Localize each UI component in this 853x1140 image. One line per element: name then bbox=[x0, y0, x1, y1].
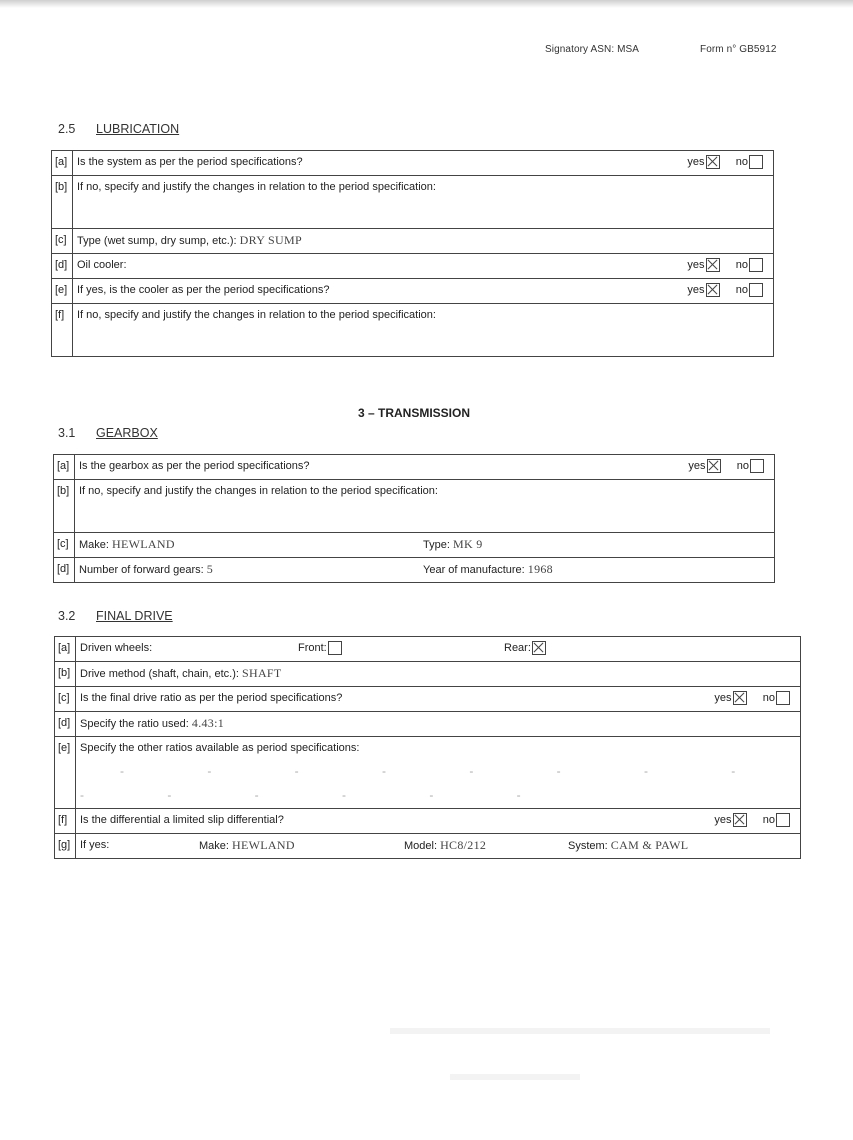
no-checkbox[interactable] bbox=[749, 258, 763, 272]
make-label: Make: bbox=[79, 539, 109, 551]
form-number: Form n° GB5912 bbox=[700, 44, 777, 55]
lubrication-row-d bbox=[52, 254, 774, 279]
no-label: no bbox=[736, 460, 749, 472]
row-label: [a] bbox=[55, 637, 76, 662]
yes-label: yes bbox=[687, 259, 705, 271]
other-ratios-field[interactable] bbox=[76, 737, 801, 809]
model-value: HC8/212 bbox=[440, 838, 487, 852]
row-question: If no, specify and justify the changes in relation to the period specification: bbox=[77, 181, 436, 193]
front-checkbox[interactable] bbox=[328, 641, 342, 655]
yes-label: yes bbox=[688, 460, 706, 472]
year-label: Year of manufacture: bbox=[423, 564, 525, 576]
forward-gears-field[interactable] bbox=[75, 558, 420, 583]
type-field[interactable] bbox=[419, 533, 775, 558]
row-label: [a] bbox=[54, 455, 75, 480]
diff-system-field[interactable] bbox=[568, 834, 688, 858]
model-label: Model: bbox=[404, 840, 438, 852]
final-drive-row-e bbox=[55, 737, 801, 809]
yes-no-group bbox=[688, 455, 768, 478]
final-drive-row-g bbox=[55, 834, 801, 859]
row-label: [e] bbox=[52, 279, 73, 304]
no-checkbox[interactable] bbox=[749, 283, 763, 297]
row-label: [c] bbox=[55, 687, 76, 712]
make-value: HEWLAND bbox=[232, 838, 295, 852]
row-question: Is the differential a limited slip differential? bbox=[80, 814, 284, 826]
yes-checkbox[interactable] bbox=[733, 813, 747, 827]
drive-method-value: SHAFT bbox=[242, 666, 282, 680]
year-value: 1968 bbox=[527, 562, 553, 576]
yes-checkbox[interactable] bbox=[706, 258, 720, 272]
row-question: If yes: bbox=[80, 839, 110, 851]
section-number: 2.5 bbox=[58, 122, 76, 136]
year-field[interactable] bbox=[419, 558, 775, 583]
no-label: no bbox=[762, 692, 775, 704]
row-question: Specify the ratio used: bbox=[80, 718, 189, 730]
yes-checkbox[interactable] bbox=[707, 459, 721, 473]
rear-option bbox=[504, 637, 550, 660]
row-label: [b] bbox=[54, 480, 75, 533]
final-drive-table bbox=[54, 636, 801, 859]
section-final-drive-title bbox=[58, 609, 173, 623]
justification-field[interactable] bbox=[73, 304, 774, 357]
row-label: [g] bbox=[55, 834, 76, 859]
yes-no-group bbox=[714, 687, 794, 710]
type-label: Type: bbox=[423, 539, 450, 551]
other-ratios-value: - - - - - - - - - - - - - - bbox=[80, 764, 776, 802]
front-label: Front: bbox=[298, 642, 327, 654]
rear-label: Rear: bbox=[504, 642, 531, 654]
row-label: [e] bbox=[55, 737, 76, 809]
section-title: GEARBOX bbox=[96, 426, 158, 440]
scan-top-edge bbox=[0, 0, 853, 8]
lubrication-row-e bbox=[52, 279, 774, 304]
make-field[interactable] bbox=[75, 533, 420, 558]
no-label: no bbox=[735, 156, 748, 168]
row-question: Specify the other ratios available as period specifications: bbox=[80, 742, 360, 754]
row-label: [a] bbox=[52, 151, 73, 176]
row-question: Type (wet sump, dry sump, etc.): bbox=[77, 235, 237, 247]
row-question: Drive method (shaft, chain, etc.): bbox=[80, 668, 239, 680]
justification-field[interactable] bbox=[73, 176, 774, 229]
rear-checkbox[interactable] bbox=[532, 641, 546, 655]
row-label: [c] bbox=[52, 229, 73, 254]
ratio-field[interactable] bbox=[76, 712, 801, 737]
diff-make-field[interactable] bbox=[199, 834, 295, 858]
gears-value: 5 bbox=[206, 562, 214, 576]
gearbox-row-d bbox=[54, 558, 775, 583]
sump-type-field[interactable] bbox=[73, 229, 774, 254]
gearbox-row-a bbox=[54, 455, 775, 480]
section-title: FINAL DRIVE bbox=[96, 609, 173, 623]
no-label: no bbox=[762, 814, 775, 826]
chapter-title: 3 – TRANSMISSION bbox=[358, 406, 471, 420]
final-drive-row-f bbox=[55, 809, 801, 834]
yes-label: yes bbox=[714, 692, 732, 704]
gearbox-row-b bbox=[54, 480, 775, 533]
system-value: CAM & PAWL bbox=[610, 838, 689, 852]
type-value: MK 9 bbox=[452, 537, 483, 551]
yes-no-group bbox=[687, 279, 767, 302]
row-label: [b] bbox=[52, 176, 73, 229]
yes-label: yes bbox=[687, 284, 705, 296]
lubrication-row-a bbox=[52, 151, 774, 176]
lubrication-table bbox=[51, 150, 774, 357]
no-checkbox[interactable] bbox=[750, 459, 764, 473]
row-question: Is the system as per the period specifications? bbox=[77, 156, 303, 168]
row-label: [d] bbox=[52, 254, 73, 279]
row-question: Oil cooler: bbox=[77, 259, 127, 271]
final-drive-row-c bbox=[55, 687, 801, 712]
row-label: [b] bbox=[55, 662, 76, 687]
section-gearbox-title bbox=[58, 426, 158, 440]
yes-no-group bbox=[687, 151, 767, 174]
row-label: [d] bbox=[54, 558, 75, 583]
section-number: 3.2 bbox=[58, 609, 76, 623]
make-value: HEWLAND bbox=[112, 537, 175, 551]
front-option bbox=[298, 637, 346, 660]
drive-method-field[interactable] bbox=[76, 662, 801, 687]
gears-label: Number of forward gears: bbox=[79, 564, 204, 576]
no-label: no bbox=[735, 284, 748, 296]
faint-stamp-impression bbox=[390, 980, 770, 1080]
row-label: [f] bbox=[55, 809, 76, 834]
final-drive-row-b bbox=[55, 662, 801, 687]
row-question: Is the gearbox as per the period specifications? bbox=[79, 460, 310, 472]
justification-field[interactable] bbox=[75, 480, 775, 533]
no-checkbox[interactable] bbox=[776, 813, 790, 827]
no-label: no bbox=[735, 259, 748, 271]
section-title: LUBRICATION bbox=[96, 122, 180, 136]
row-label: [c] bbox=[54, 533, 75, 558]
signatory-label: Signatory ASN: MSA bbox=[545, 44, 640, 55]
row-question: Driven wheels: bbox=[80, 642, 153, 654]
row-question: If no, specify and justify the changes in relation to the period specification: bbox=[77, 309, 436, 321]
gearbox-row-c bbox=[54, 533, 775, 558]
row-question: Is the final drive ratio as per the period specifications? bbox=[80, 692, 343, 704]
lubrication-row-c bbox=[52, 229, 774, 254]
yes-no-group bbox=[714, 809, 794, 832]
make-label: Make: bbox=[199, 840, 229, 852]
final-drive-row-d bbox=[55, 712, 801, 737]
no-checkbox[interactable] bbox=[776, 691, 790, 705]
yes-checkbox[interactable] bbox=[706, 283, 720, 297]
yes-checkbox[interactable] bbox=[706, 155, 720, 169]
sump-type-value: DRY SUMP bbox=[239, 233, 302, 247]
yes-label: yes bbox=[714, 814, 732, 826]
no-checkbox[interactable] bbox=[749, 155, 763, 169]
row-label: [d] bbox=[55, 712, 76, 737]
system-label: System: bbox=[568, 840, 608, 852]
gearbox-table bbox=[53, 454, 775, 583]
yes-checkbox[interactable] bbox=[733, 691, 747, 705]
diff-model-field[interactable] bbox=[404, 834, 486, 858]
ratio-value: 4.43:1 bbox=[191, 716, 225, 730]
yes-no-group bbox=[687, 254, 767, 277]
section-number: 3.1 bbox=[58, 426, 76, 440]
lubrication-row-b bbox=[52, 176, 774, 229]
row-question: If no, specify and justify the changes in relation to the period specification: bbox=[79, 485, 438, 497]
section-lubrication-title bbox=[58, 122, 179, 136]
yes-label: yes bbox=[687, 156, 705, 168]
row-question: If yes, is the cooler as per the period specifications? bbox=[77, 284, 330, 296]
row-label: [f] bbox=[52, 304, 73, 357]
lubrication-row-f bbox=[52, 304, 774, 357]
final-drive-row-a bbox=[55, 637, 801, 662]
